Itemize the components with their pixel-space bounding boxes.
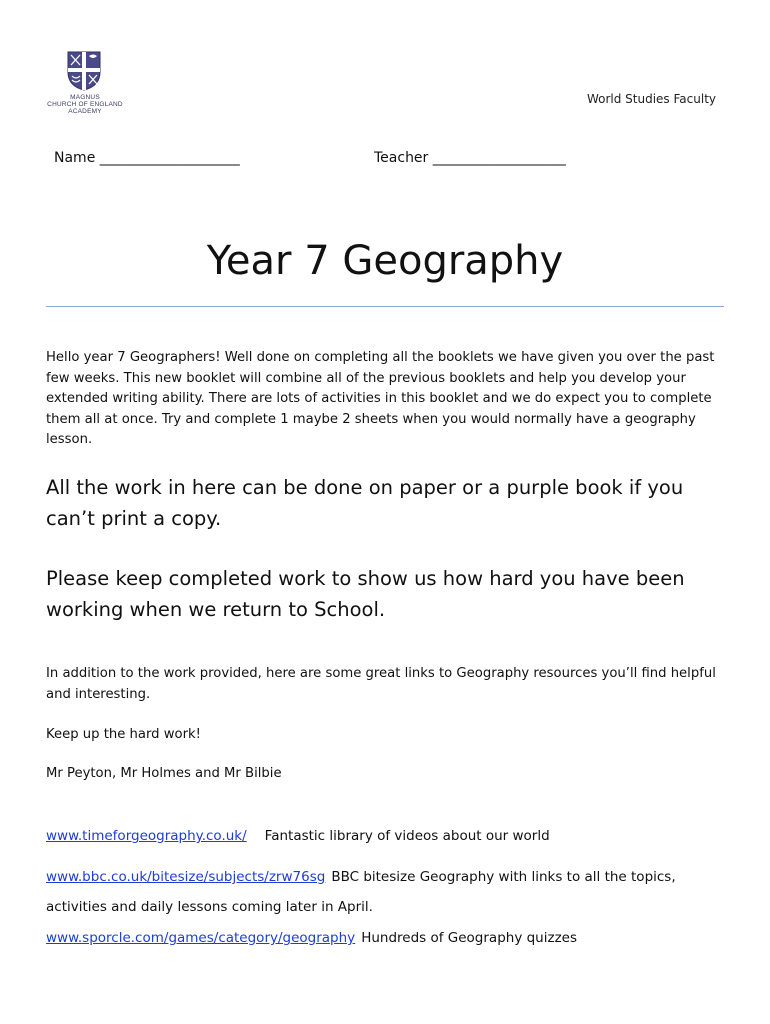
logo-line: MAGNUS bbox=[70, 94, 100, 101]
page-title: Year 7 Geography bbox=[206, 238, 564, 284]
logo-text bbox=[44, 94, 126, 115]
name-field: Name ____________________ bbox=[54, 150, 240, 166]
logo-line: CHURCH OF ENGLAND bbox=[47, 101, 123, 108]
logo-line: ACADEMY bbox=[68, 108, 102, 115]
link-description: BBC bitesize Geography with links to all the topics, activities and daily lessons coming later in April. bbox=[46, 869, 676, 915]
link-bbc-bitesize[interactable]: www.bbc.co.uk/bitesize/subjects/zrw76sg bbox=[46, 869, 326, 885]
student-fields bbox=[54, 150, 730, 170]
teacher-signoff: Mr Peyton, Mr Holmes and Mr Bilbie bbox=[46, 766, 282, 781]
link-description: Hundreds of Geography quizzes bbox=[361, 930, 577, 946]
resource-link-row bbox=[46, 862, 736, 922]
crest-icon bbox=[66, 50, 102, 92]
academy-logo bbox=[44, 50, 126, 122]
link-timeforgeography[interactable]: www.timeforgeography.co.uk/ bbox=[46, 828, 247, 844]
title-divider bbox=[46, 306, 724, 307]
link-sporcle[interactable]: www.sporcle.com/games/category/geography bbox=[46, 930, 356, 946]
emphasis-paragraph-paper: All the work in here can be done on paper or a purple book if you can’t print a copy. bbox=[46, 476, 684, 530]
resource-link-row bbox=[46, 923, 736, 953]
encouragement-text: Keep up the hard work! bbox=[46, 727, 201, 742]
resource-link-row bbox=[46, 821, 736, 851]
intro-paragraph: Hello year 7 Geographers! Well done on completing all the booklets we have given you over the past few weeks. This new booklet will combine all of the previous booklets and help you develop your extended writing ability. There are lots of activities in this booklet and we do expect you to complete them all at once. Try and complete 1 maybe 2 sheets when you would normally have a geography lesson. bbox=[46, 350, 715, 447]
link-description: Fantastic library of videos about our world bbox=[264, 828, 550, 844]
teacher-field: Teacher ___________________ bbox=[374, 150, 566, 166]
emphasis-paragraph-keep-work: Please keep completed work to show us how hard you have been working when we return to School. bbox=[46, 567, 685, 621]
faculty-label: World Studies Faculty bbox=[586, 92, 716, 106]
resources-paragraph: In addition to the work provided, here are some great links to Geography resources you’ll find helpful and interesting. bbox=[46, 666, 716, 702]
